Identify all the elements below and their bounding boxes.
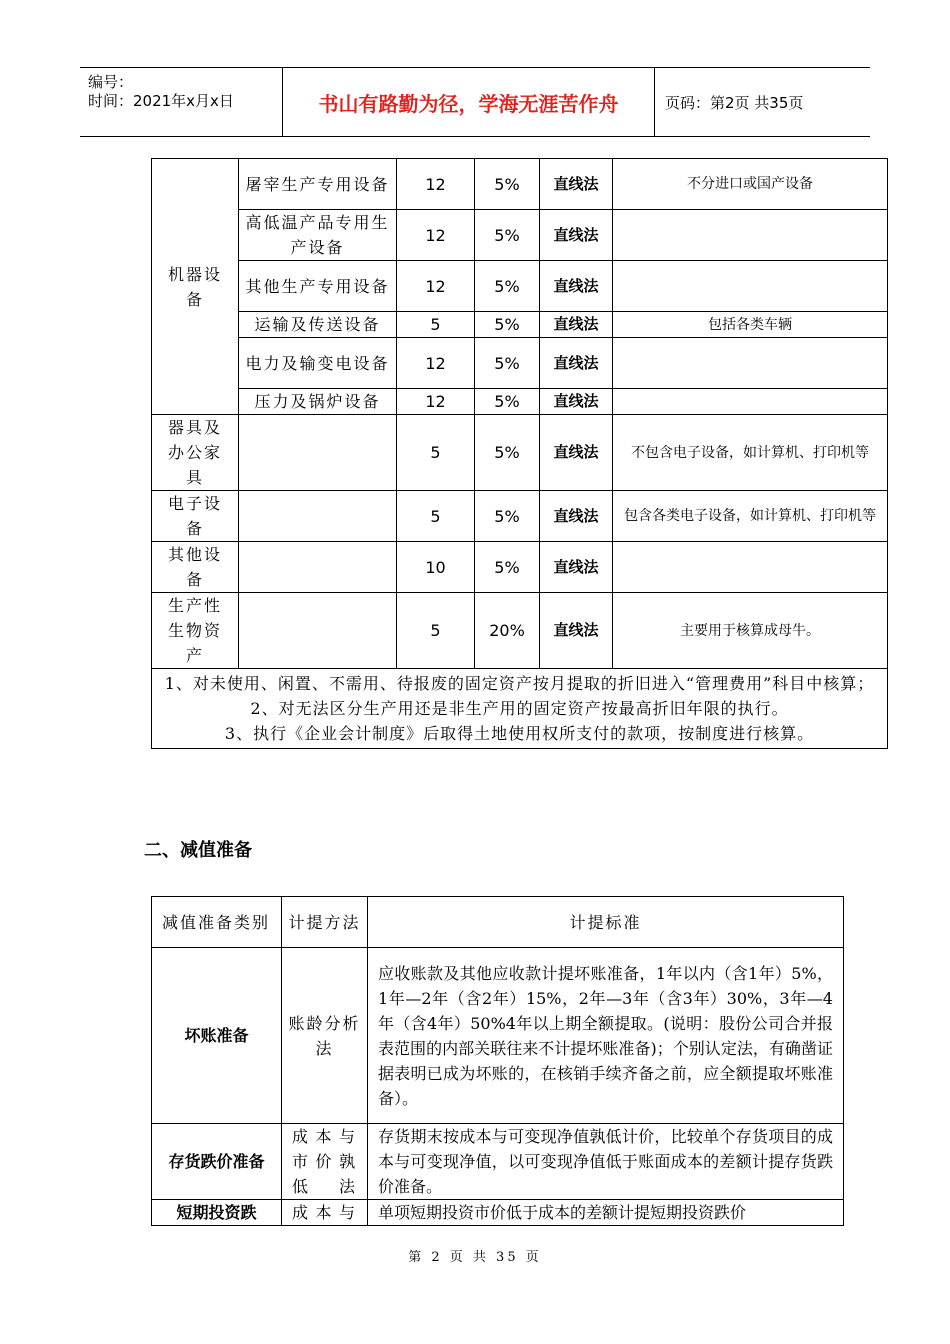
table-row — [152, 389, 888, 415]
table-row — [152, 593, 888, 669]
table-row — [152, 159, 888, 210]
method-cell: 账龄分析法 — [282, 948, 368, 1124]
years-cell: 12 — [397, 338, 475, 389]
table-header-row — [152, 897, 844, 948]
footnote-1: 1、对未使用、闲置、不需用、待报废的固定资产按月提取的折旧进入“管理费用”科目中核算； — [164, 674, 875, 693]
residual-cell: 5% — [475, 261, 540, 312]
method-cell: 成本与 — [282, 1200, 368, 1226]
note-cell — [613, 542, 888, 593]
note-cell: 包括各类车辆 — [613, 312, 888, 338]
table-row — [152, 948, 844, 1124]
method-cell: 直线法 — [540, 159, 613, 210]
note-cell — [613, 338, 888, 389]
time-label: 时间：2021年x月x日 — [88, 92, 234, 110]
years-cell: 12 — [397, 210, 475, 261]
table-row — [152, 1124, 844, 1200]
footnote-2: 2、对无法区分生产用还是非生产用的固定资产按最高折旧年限的执行。 — [250, 699, 789, 718]
residual-cell: 5% — [475, 159, 540, 210]
subcategory-cell: 其他生产专用设备 — [239, 261, 397, 312]
method-cell: 直线法 — [540, 261, 613, 312]
table-row — [152, 491, 888, 542]
method-cell: 直线法 — [540, 312, 613, 338]
standard-cell: 存货期末按成本与可变现净值孰低计价，比较单个存货项目的成本与可变现净值，以可变现净值低于账面成本的差额计提存货跌价准备。 — [368, 1124, 844, 1200]
years-cell: 12 — [397, 261, 475, 312]
note-cell: 不分进口或国产设备 — [613, 159, 888, 210]
header-motto: 书山有路勤为径，学海无涯苦作舟 — [283, 68, 655, 136]
residual-cell: 5% — [475, 542, 540, 593]
note-cell: 主要用于核算成母牛。 — [613, 593, 888, 669]
table-row — [152, 415, 888, 491]
category-cell: 其他设备 — [152, 542, 239, 593]
page-header — [80, 67, 870, 137]
residual-cell: 20% — [475, 593, 540, 669]
method-cell: 直线法 — [540, 210, 613, 261]
residual-cell: 5% — [475, 312, 540, 338]
subcategory-cell: 压力及锅炉设备 — [239, 389, 397, 415]
method-cell: 直线法 — [540, 415, 613, 491]
number-label: 编号： — [88, 73, 134, 91]
note-cell — [613, 210, 888, 261]
residual-cell: 5% — [475, 415, 540, 491]
footnote-3: 3、执行《企业会计制度》后取得土地使用权所支付的款项，按制度进行核算。 — [224, 724, 815, 743]
table-row — [152, 338, 888, 389]
impairment-table — [151, 896, 844, 1226]
footnotes-cell — [152, 669, 888, 749]
category-cell: 电子设备 — [152, 491, 239, 542]
residual-cell: 5% — [475, 389, 540, 415]
category-cell: 机器设备 — [152, 159, 239, 415]
category-cell: 器具及办公家具 — [152, 415, 239, 491]
residual-cell: 5% — [475, 338, 540, 389]
residual-cell: 5% — [475, 491, 540, 542]
subcategory-cell: 高低温产品专用生产设备 — [239, 210, 397, 261]
subcategory-cell — [239, 415, 397, 491]
footnote-row — [152, 669, 888, 749]
method-cell: 直线法 — [540, 338, 613, 389]
category-cell: 存货跌价准备 — [152, 1124, 282, 1200]
years-cell: 10 — [397, 542, 475, 593]
header-category: 减值准备类别 — [152, 897, 282, 948]
depreciation-table — [151, 158, 888, 749]
table-row — [152, 312, 888, 338]
method-cell: 直线法 — [540, 389, 613, 415]
method-cell: 直线法 — [540, 593, 613, 669]
note-cell — [613, 261, 888, 312]
standard-cell: 应收账款及其他应收款计提坏账准备，1年以内（含1年）5%，1年—2年（含2年）15%，2年—3年（含3年）30%，3年—4年（含4年）50%4年以上期全额提取。(说明：股份公司合并报表范围的内部关联往来不计提坏账准备)；个别认定法，有确凿证据表明已成为坏账的，在核销手续齐备之前，应全额提取坏账准备）。 — [368, 948, 844, 1124]
subcategory-cell — [239, 593, 397, 669]
category-cell: 生产性生物资产 — [152, 593, 239, 669]
years-cell: 12 — [397, 159, 475, 210]
residual-cell: 5% — [475, 210, 540, 261]
subcategory-cell: 运输及传送设备 — [239, 312, 397, 338]
method-cell: 直线法 — [540, 542, 613, 593]
header-meta — [80, 68, 283, 136]
years-cell: 5 — [397, 312, 475, 338]
years-cell: 5 — [397, 415, 475, 491]
years-cell: 5 — [397, 491, 475, 542]
subcategory-cell — [239, 542, 397, 593]
note-cell — [613, 389, 888, 415]
table-row — [152, 261, 888, 312]
table-row — [152, 210, 888, 261]
section-title: 二、减值准备 — [144, 840, 252, 861]
method-cell: 直线法 — [540, 491, 613, 542]
page-footer: 第 2 页 共 35 页 — [408, 1250, 542, 1265]
category-cell: 坏账准备 — [152, 948, 282, 1124]
header-method: 计提方法 — [282, 897, 368, 948]
table-row — [152, 1200, 844, 1226]
header-page-info: 页码：第2页 共35页 — [665, 93, 804, 112]
subcategory-cell: 屠宰生产专用设备 — [239, 159, 397, 210]
header-standard: 计提标准 — [368, 897, 844, 948]
note-cell: 不包含电子设备，如计算机、打印机等 — [613, 415, 888, 491]
years-cell: 12 — [397, 389, 475, 415]
table-row — [152, 542, 888, 593]
subcategory-cell — [239, 491, 397, 542]
years-cell: 5 — [397, 593, 475, 669]
note-cell: 包含各类电子设备，如计算机、打印机等 — [613, 491, 888, 542]
standard-cell: 单项短期投资市价低于成本的差额计提短期投资跌价 — [368, 1200, 844, 1226]
subcategory-cell: 电力及输变电设备 — [239, 338, 397, 389]
method-cell: 成本与市价孰低法 — [282, 1124, 368, 1200]
category-cell: 短期投资跌 — [152, 1200, 282, 1226]
